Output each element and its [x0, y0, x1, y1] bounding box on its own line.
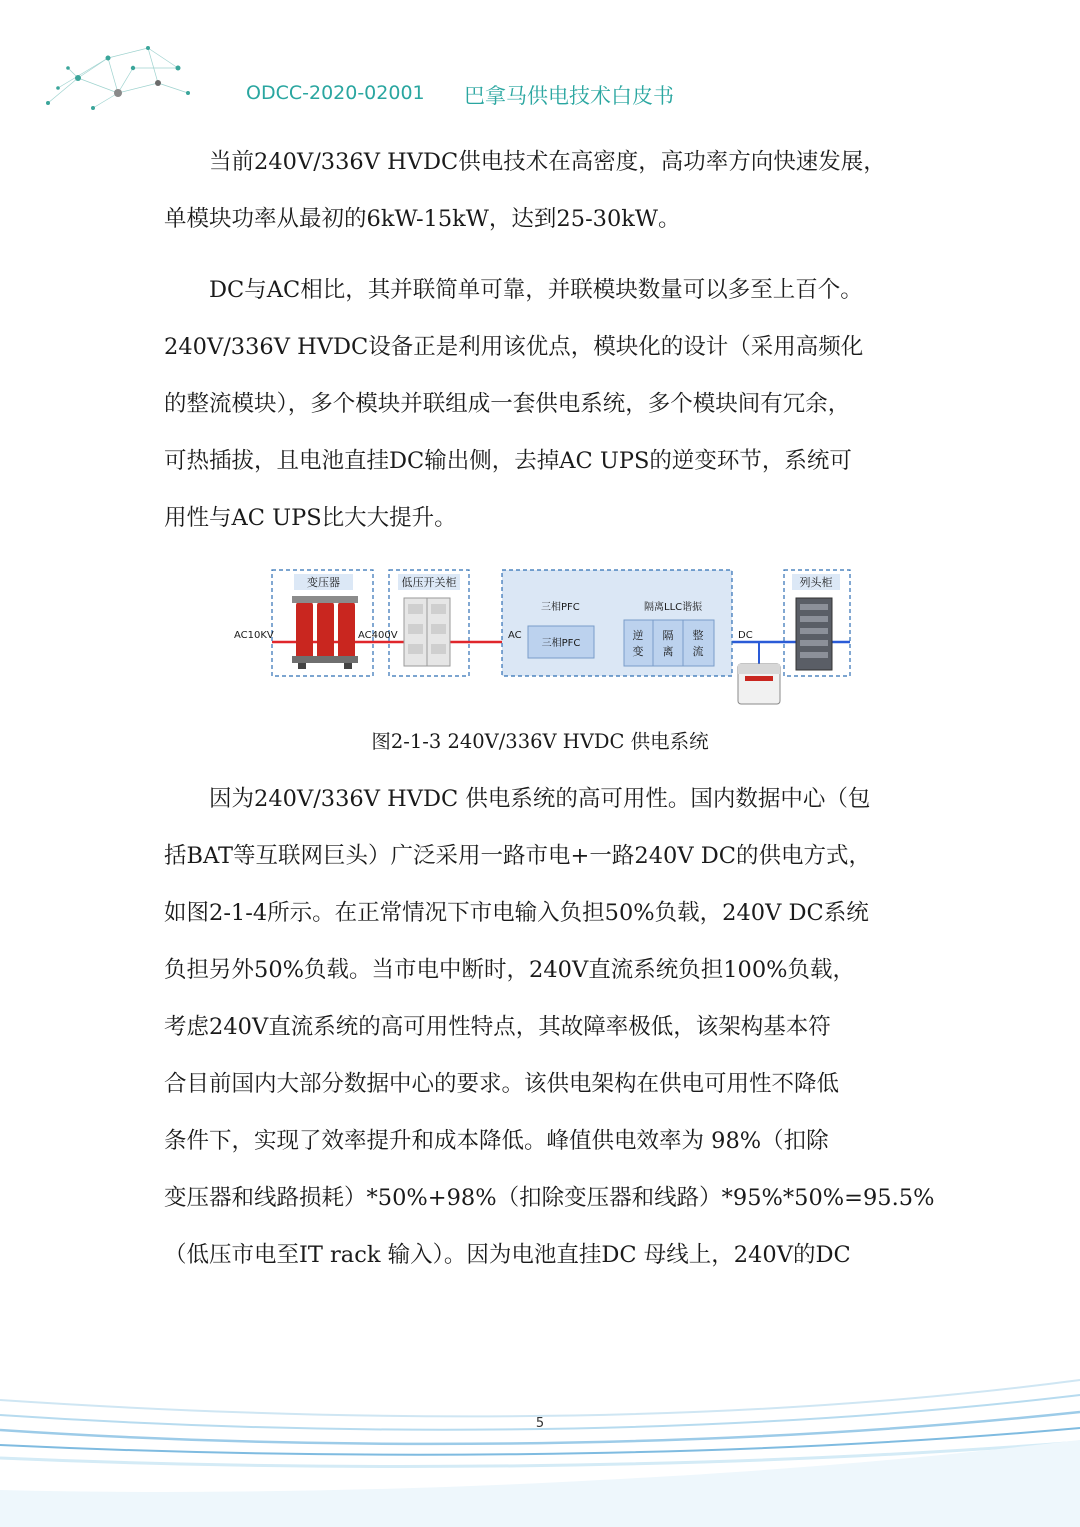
- llc-box: [624, 620, 714, 666]
- transformer-icon: [292, 596, 358, 669]
- rack-label: 列头柜: [799, 576, 833, 589]
- ac-label: AC: [508, 630, 522, 641]
- pfc-box-label: 三相PFC: [541, 638, 581, 649]
- text-line: 的整流模块），多个模块并联组成一套供电系统，多个模块间有冗余，: [164, 391, 851, 417]
- text-line: 单模块功率从最初的6kW-15kW，达到25-30kW。: [164, 206, 681, 232]
- rectifier-label: 整: [692, 629, 704, 642]
- transformer-label: 变压器: [307, 576, 340, 589]
- llc-title: 隔离LLC谐振: [644, 602, 703, 613]
- figure-caption: 图2-1-3 240V/336V HVDC 供电系统: [371, 730, 709, 753]
- text-line: 变压器和线路损耗）*50%+98%（扣除变压器和线路）*95%*50%=95.5%: [164, 1185, 935, 1211]
- page-number: 5: [535, 1416, 545, 1431]
- switchgear-icon: [404, 598, 450, 666]
- paragraph-1: [164, 134, 916, 248]
- footer-wave-decoration: [0, 1360, 1080, 1527]
- dc-label: DC: [738, 630, 753, 641]
- document-code: ODCC-2020-02001: [246, 82, 425, 104]
- battery-icon: [738, 664, 780, 704]
- text-line: 可热插拔，且电池直挂DC输出侧，去掉AC UPS的逆变环节，系统可: [164, 448, 852, 474]
- text-line: 用性与AC UPS比大大提升。: [164, 505, 457, 531]
- input-voltage-label: AC10KV: [234, 630, 274, 641]
- text-line: 考虑240V直流系统的高可用性特点，其故障率极低，该架构基本符: [164, 1014, 831, 1040]
- paragraph-2: [164, 262, 916, 547]
- rack-cabinet-icon: [796, 598, 832, 670]
- text-line: （低压市电至IT rack 输入）。因为电池直挂DC 母线上，240V的DC: [164, 1242, 851, 1268]
- text-line: 因为240V/336V HVDC 供电系统的高可用性。国内数据中心（包: [209, 786, 871, 812]
- rectifier-label: 流: [692, 645, 704, 658]
- isolation-label: 离: [662, 645, 674, 658]
- isolation-label: 隔: [662, 629, 674, 642]
- pfc-title: 三相PFC: [541, 602, 580, 613]
- network-logo-icon: [38, 38, 198, 118]
- text-line: 括BAT等互联网巨头）广泛采用一路市电+一路240V DC的供电方式，: [164, 843, 872, 869]
- ac400v-label: AC400V: [358, 630, 398, 641]
- text-line: 条件下，实现了效率提升和成本降低。峰值供电效率为 98%（扣除: [164, 1128, 829, 1154]
- text-line: 合目前国内大部分数据中心的要求。该供电架构在供电可用性不降低: [164, 1071, 840, 1097]
- switchgear-label: 低压开关柜: [401, 576, 457, 589]
- text-line: 如图2-1-4所示。在正常情况下市电输入负担50%负载，240V DC系统: [164, 900, 869, 926]
- text-line: 当前240V/336V HVDC供电技术在高密度，高功率方向快速发展，: [209, 149, 886, 175]
- paragraph-3: [164, 771, 935, 1284]
- text-line: 负担另外50%负载。当市电中断时，240V直流系统负担100%负载，: [164, 957, 856, 983]
- document-title: 巴拿马供电技术白皮书: [464, 84, 674, 108]
- inverter-label: 逆: [632, 629, 644, 642]
- text-line: DC与AC相比，其并联简单可靠，并联模块数量可以多至上百个。: [209, 277, 863, 303]
- hvdc-system-diagram: [234, 568, 850, 710]
- text-line: 240V/336V HVDC设备正是利用该优点，模块化的设计（采用高频化: [164, 334, 864, 360]
- inverter-label: 变: [632, 645, 644, 658]
